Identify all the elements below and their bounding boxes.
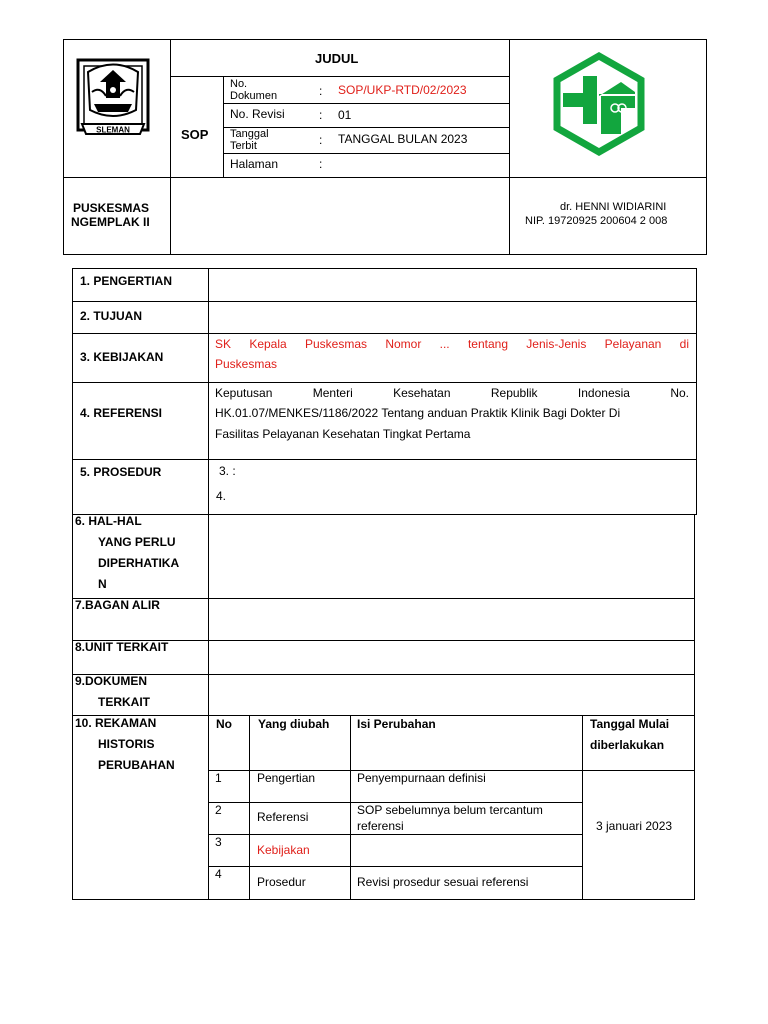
history-row-no: 4 <box>215 867 222 881</box>
halaman-label: Halaman <box>230 157 279 171</box>
tanggal-terbit-value: TANGGAL BULAN 2023 <box>338 132 468 146</box>
history-header-item: Yang diubah <box>258 717 330 731</box>
history-header-date: Tanggal Mulai <box>590 717 670 731</box>
prosedur-item: 3. : <box>219 464 236 478</box>
org-name: PUSKESMAS <box>73 201 150 215</box>
tanggal-terbit-label: Tanggal Terbit <box>230 128 269 152</box>
judul-title: JUDUL <box>315 51 359 66</box>
prosedur-item: 4. <box>216 489 227 503</box>
history-row-no: 2 <box>215 803 222 817</box>
section-kebijakan: 3. KEBIJAKAN <box>80 350 164 364</box>
section-bagan-alir: 7.BAGAN ALIR <box>75 598 160 612</box>
org-unit: NGEMPLAK II <box>71 215 150 229</box>
history-date: 3 januari 2023 <box>596 819 673 833</box>
history-row-no: 3 <box>215 835 222 849</box>
section-referensi: 4. REFERENSI <box>80 406 163 420</box>
signer-nip: NIP. 19720925 200604 2 008 <box>525 215 668 227</box>
section-unit-terkait: 8.UNIT TERKAIT <box>75 640 169 654</box>
signer-name: dr. HENNI WIDIARINI <box>560 201 667 213</box>
history-row-no: 1 <box>215 771 222 785</box>
no-dokumen-value: SOP/UKP-RTD/02/2023 <box>338 83 467 97</box>
sleman-logo <box>70 52 156 142</box>
section-pengertian: 1. PENGERTIAN <box>80 274 173 288</box>
svg-text:SLEMAN: SLEMAN <box>96 125 130 135</box>
history-row-item: Referensi <box>257 810 309 824</box>
history-row-item: Kebijakan <box>257 843 310 857</box>
kebijakan-text: SK Kepala Puskesmas Nomor ... tentang Jenis-Jenis Pelayanan di Puskesmas <box>215 337 689 371</box>
no-revisi-value: 01 <box>338 108 352 122</box>
puskesmas-logo <box>551 52 647 156</box>
colon: : <box>319 157 323 171</box>
section-tujuan: 2. TUJUAN <box>80 309 143 323</box>
section-prosedur: 5. PROSEDUR <box>80 465 162 479</box>
colon: : <box>319 133 323 147</box>
no-revisi-label: No. Revisi <box>230 107 285 121</box>
history-row-change-cont: referensi <box>357 819 404 833</box>
history-row-item: Prosedur <box>257 875 306 889</box>
history-row-item: Pengertian <box>257 771 316 785</box>
history-row-change: Penyempurnaan definisi <box>357 771 486 785</box>
colon: : <box>319 108 323 122</box>
history-header-change: Isi Perubahan <box>357 717 436 731</box>
history-row-change: SOP sebelumnya belum tercantum <box>357 803 543 817</box>
colon: : <box>319 84 323 98</box>
history-header-no: No <box>216 717 232 731</box>
history-row-change: Revisi prosedur sesuai referensi <box>357 875 529 889</box>
sop-label: SOP <box>181 127 209 142</box>
no-dokumen-label: No. Dokumen <box>230 78 278 102</box>
referensi-text: Keputusan Menteri Kesehatan Republik Indonesia No. HK.01.07/MENKES/1186/2022 Tentang anduan Praktik Klinik Bagi Dokter Di Fasilitas Pelayanan Kesehatan Tingkat Pertama <box>215 386 689 441</box>
history-header-date-2: diberlakukan <box>590 738 665 752</box>
